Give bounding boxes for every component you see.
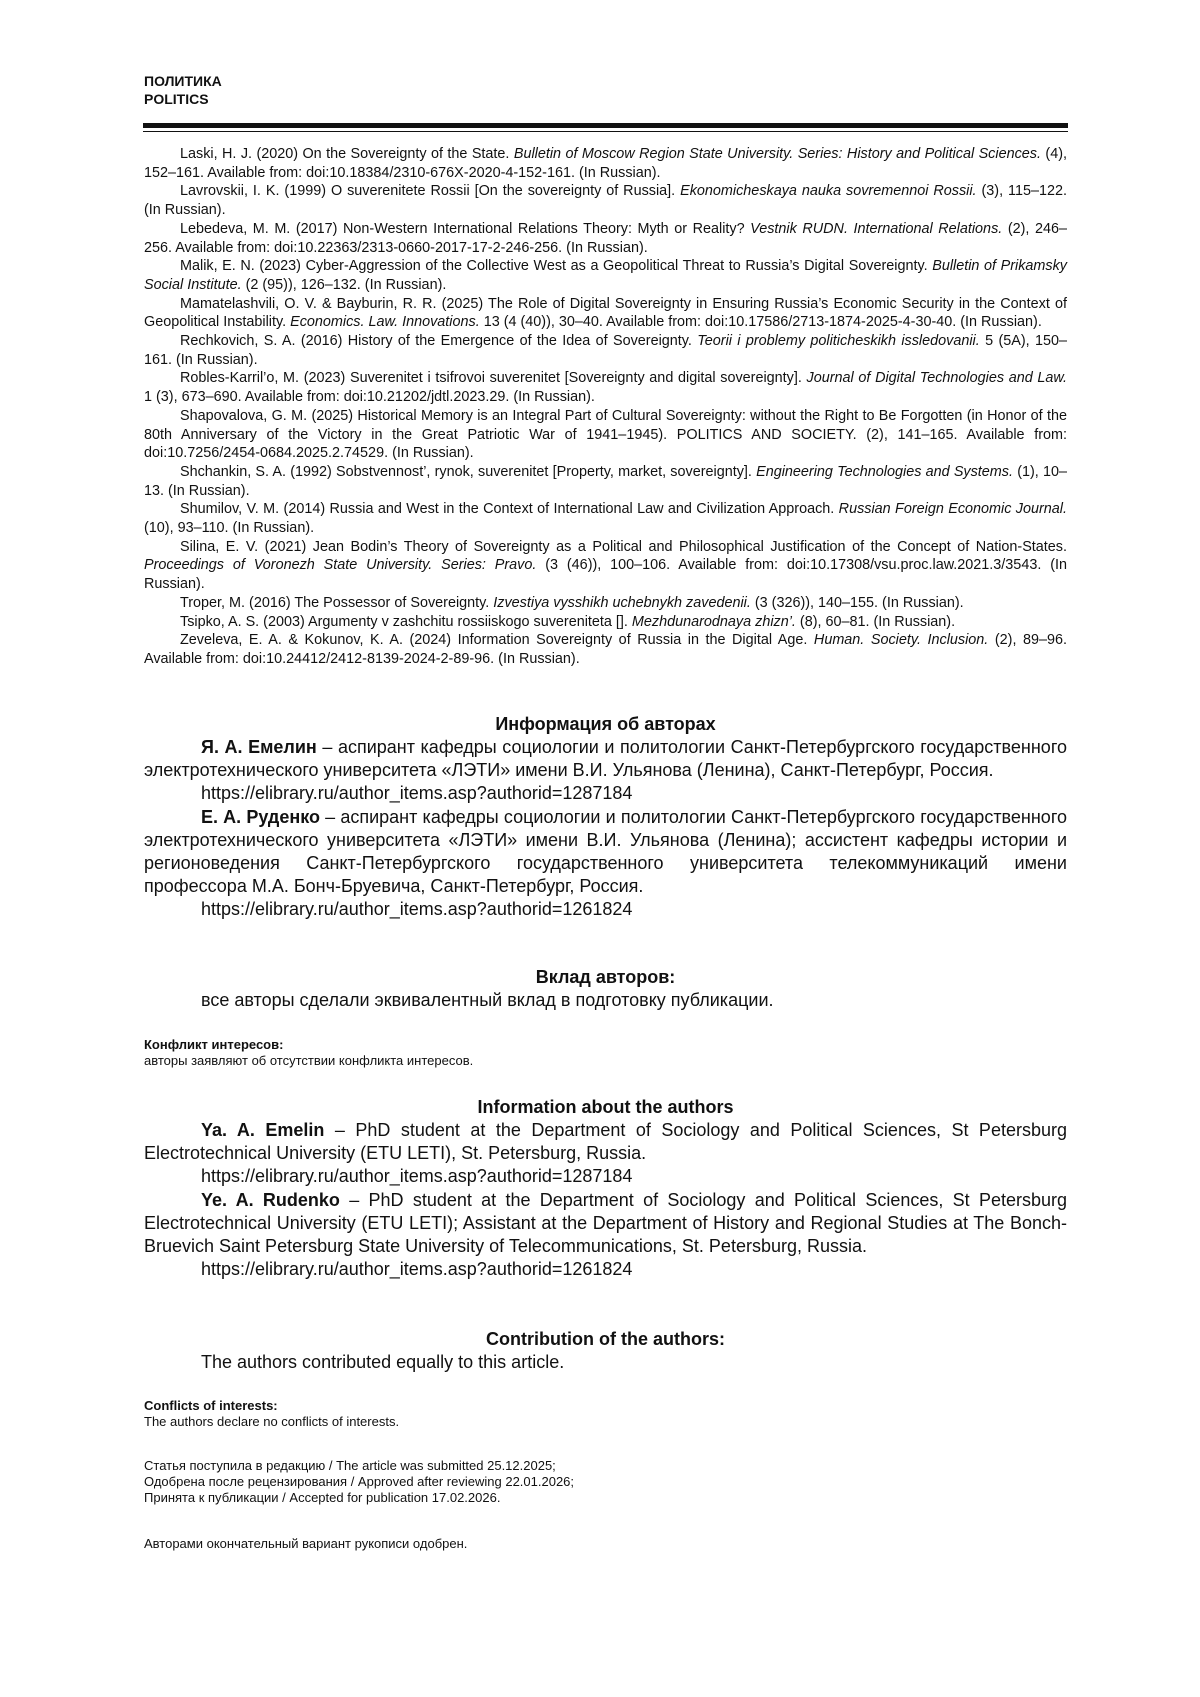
- reference-journal: Journal of Digital Technologies and Law.: [806, 370, 1067, 387]
- header-ru: ПОЛИТИКА: [144, 73, 222, 89]
- conflict-en-title: Conflicts of interests:: [144, 1398, 278, 1413]
- reference-text: Mamatelashvili, O. V. & Bayburin, R. R. (2025) The Role of Digital Sovereignty in Ensuring Russia’s Economic Security in the Context of Geopolitical Instability.: [144, 295, 1067, 331]
- author-en-1-link[interactable]: https://elibrary.ru/author_items.asp?authorid=1287184: [201, 1166, 633, 1187]
- author-en-2-name: Ye. A. Rudenko: [201, 1189, 340, 1210]
- reference-entry: [144, 407, 1067, 463]
- author-ru-1: [144, 736, 1067, 782]
- reference-text: Tsipko, A. S. (2003) Argumenty v zashchitu rossiiskogo suvereniteta [].: [180, 613, 632, 630]
- reference-text: Troper, M. (2016) The Possessor of Sovereignty.: [180, 594, 494, 611]
- reference-text: Laski, H. J. (2020) On the Sovereignty of the State.: [180, 146, 514, 162]
- reference-journal: Proceedings of Voronezh State University. Series: Pravo.: [144, 557, 537, 574]
- date-accepted: Принята к публикации / Accepted for publication 17.02.2026.: [144, 1490, 501, 1505]
- reference-details: (2), 89–96. Available from: doi:10.24412/2412-8139-2024-2-89-96. (In Russian).: [144, 632, 1067, 667]
- reference-entry: [144, 182, 1067, 219]
- reference-journal: Russian Foreign Economic Journal.: [838, 501, 1067, 518]
- reference-journal: Bulletin of Moscow Region State University. Series: History and Political Sciences.: [513, 146, 1041, 162]
- reference-entry: [144, 295, 1067, 332]
- final-note-section: [144, 1536, 1067, 1552]
- running-header: [144, 72, 222, 108]
- author-en-1-name: Ya. A. Emelin: [201, 1120, 325, 1140]
- reference-entry: [144, 500, 1067, 537]
- reference-details: (3 (326)), 140–155. (In Russian).: [750, 594, 964, 611]
- author-ru-2: [144, 806, 1067, 899]
- reference-journal: Ekonomicheskaya nauka sovremennoi Rossii.: [680, 183, 977, 200]
- conflict-ru-section: [144, 1037, 1067, 1069]
- header-rule-thin: [143, 131, 1068, 132]
- authors-en-section: [144, 1096, 1067, 1281]
- contribution-en-section: [144, 1328, 1067, 1374]
- author-ru-2-text: – аспирант кафедры социологии и политологии Санкт-Петербургского государственного электротехнического университета «ЛЭТИ» имени В.И. Ульянова (Ленина); ассистент кафедры истории и регионоведения Санкт-Петербургского государственного университета телекоммуникаций имени профессора М.А. Бонч-Бруевича, Санкт-Петербург, Россия.: [144, 806, 1068, 897]
- reference-details: 5 (5A), 150–161. (In Russian).: [144, 333, 1067, 368]
- reference-entry: [144, 369, 1067, 406]
- reference-text: Lebedeva, M. M. (2017) Non-Western International Relations Theory: Myth or Reality?: [180, 220, 751, 237]
- author-en-2-text: – PhD student at the Department of Sociology and Political Sciences, St Petersburg Electrotechnical University (ETU LETI); Assistant at the Department of History and Regional Studies at The Bonch-Bruevich Saint Petersburg State University of Telecommunications, St. Petersburg, Russia.: [144, 1189, 1068, 1257]
- reference-text: Lavrovskii, I. K. (1999) O suverenitete Rossii [On the sovereignty of Russia].: [180, 183, 681, 200]
- reference-entry: [144, 257, 1067, 294]
- contribution-ru-text: все авторы сделали эквивалентный вклад в подготовку публикации.: [201, 990, 774, 1010]
- reference-entry: [144, 613, 1067, 632]
- date-approved: Одобрена после рецензирования / Approved after reviewing 22.01.2026;: [144, 1474, 575, 1489]
- author-en-1: [144, 1119, 1067, 1165]
- reference-journal: Izvestiya vysshikh uchebnykh zavedenii.: [493, 594, 751, 611]
- final-note: Авторами окончательный вариант рукописи одобрен.: [144, 1536, 468, 1551]
- reference-journal: Vestnik RUDN. International Relations.: [750, 220, 1003, 237]
- reference-text: Robles-Karril’o, M. (2023) Suverenitet i tsifrovoi suverenitet [Sovereignty and digital sovereignty].: [180, 370, 807, 387]
- reference-text: Shchankin, S. A. (1992) Sobstvennost’, rynok, suverenitet [Property, market, sovereignty].: [180, 463, 757, 480]
- reference-list: [144, 145, 1067, 669]
- author-ru-2-link[interactable]: https://elibrary.ru/author_items.asp?authorid=1261824: [201, 899, 633, 920]
- reference-details: (2 (95)), 126–132. (In Russian).: [241, 276, 447, 293]
- reference-details: (10), 93–110. (In Russian).: [144, 520, 315, 537]
- reference-journal: Engineering Technologies and Systems.: [756, 463, 1013, 480]
- header-rule-thick: [143, 123, 1068, 128]
- reference-details: (2), 246–256. Available from: doi:10.22363/2313-0660-2017-17-2-246-256. (In Russian).: [144, 220, 1067, 256]
- reference-entry: [144, 538, 1067, 594]
- author-en-1-text: – PhD student at the Department of Sociology and Political Sciences, St Petersburg Electrotechnical University (ETU LETI), St. Petersburg, Russia.: [144, 1120, 1067, 1164]
- author-ru-2-name: Е. А. Руденко: [201, 806, 320, 827]
- reference-text: Malik, E. N. (2023) Cyber-Aggression of the Collective West as a Geopolitical Threat to Russia’s Digital Sovereignty.: [180, 258, 933, 275]
- reference-journal: Bulletin of Prikamsky Social Institute.: [144, 258, 1067, 293]
- author-en-2-link[interactable]: https://elibrary.ru/author_items.asp?authorid=1261824: [201, 1259, 633, 1280]
- reference-text: Zeveleva, E. A. & Kokunov, K. A. (2024) Information Sovereignty of Russia in the Digital Age.: [180, 632, 814, 649]
- author-ru-1-name: Я. А. Емелин: [201, 737, 317, 757]
- dates-section: [144, 1458, 1067, 1506]
- conflict-ru-title: Конфликт интересов:: [144, 1037, 284, 1052]
- date-submitted: Статья поступила в редакцию / The article was submitted 25.12.2025;: [144, 1458, 556, 1473]
- reference-details: 1 (3), 673–690. Available from: doi:10.21202/jdtl.2023.29. (In Russian).: [144, 389, 595, 406]
- reference-journal: Teorii i problemy politicheskikh issledovanii.: [697, 333, 980, 350]
- reference-text: Silina, E. V. (2021) Jean Bodin’s Theory of Sovereignty as a Political and Philosophical Justification of the Concept of Nation-States.: [180, 538, 1067, 555]
- contribution-en-title: Contribution of the authors:: [486, 1329, 725, 1349]
- reference-journal: Human. Society. Inclusion.: [813, 632, 989, 649]
- reference-entry: [144, 463, 1067, 500]
- reference-details: 13 (4 (40)), 30–40. Available from: doi:10.17586/2713-1874-2025-4-30-40. (In Russian).: [479, 314, 1042, 331]
- contribution-en-text: The authors contributed equally to this article.: [201, 1352, 565, 1372]
- reference-details: (3 (46)), 100–106. Available from: doi:10.17308/vsu.proc.law.2021.3/3543. (In Russian).: [144, 557, 1067, 593]
- reference-journal: Economics. Law. Innovations.: [290, 314, 480, 331]
- reference-details: (3), 115–122. (In Russian).: [144, 183, 1067, 219]
- authors-en-title: Information about the authors: [477, 1097, 734, 1117]
- reference-details: (4), 152–161. Available from: doi:10.18384/2310-676X-2020-4-152-161. (In Russian).: [144, 146, 1067, 181]
- authors-ru-section: [144, 713, 1067, 922]
- header-en: POLITICS: [144, 91, 209, 107]
- reference-details: (8), 60–81. (In Russian).: [795, 613, 956, 630]
- author-ru-1-text: – аспирант кафедры социологии и политологии Санкт-Петербургского государственного электротехнического университета «ЛЭТИ» имени В.И. Ульянова (Ленина), Санкт-Петербург, Россия.: [144, 737, 1067, 781]
- reference-entry: [144, 631, 1067, 668]
- conflict-ru-text: авторы заявляют об отсутствии конфликта интересов.: [144, 1053, 474, 1068]
- reference-text: Rechkovich, S. A. (2016) History of the Emergence of the Idea of Sovereignty.: [180, 333, 698, 350]
- reference-text: Shapovalova, G. M. (2025) Historical Memory is an Integral Part of Cultural Sovereignty: without the Right to Be Forgotten (in Honor of the 80th Anniversary of the Victory in the Great Patriotic War of 1941–1945). POLITICS AND SOCIETY. (2), 141–165. Available from: doi:10.7256/2454-0684.2025.2.74529. (In Russian).: [144, 407, 1067, 462]
- reference-entry: [144, 145, 1067, 182]
- author-ru-1-link[interactable]: https://elibrary.ru/author_items.asp?authorid=1287184: [201, 783, 633, 804]
- reference-journal: Mezhdunarodnaya zhizn’.: [631, 613, 796, 630]
- conflict-en-text: The authors declare no conflicts of interests.: [144, 1414, 400, 1429]
- conflict-en-section: [144, 1398, 1067, 1430]
- contribution-ru-section: [144, 966, 1067, 1012]
- contribution-ru-title: Вклад авторов:: [535, 967, 676, 987]
- author-en-2: [144, 1189, 1067, 1259]
- reference-entry: [144, 220, 1067, 257]
- reference-entry: [144, 594, 1067, 613]
- reference-entry: [144, 332, 1067, 369]
- reference-details: (1), 10–13. (In Russian).: [144, 463, 1068, 499]
- authors-ru-title: Информация об авторах: [495, 714, 716, 734]
- reference-text: Shumilov, V. M. (2014) Russia and West in the Context of International Law and Civilization Approach.: [180, 501, 839, 518]
